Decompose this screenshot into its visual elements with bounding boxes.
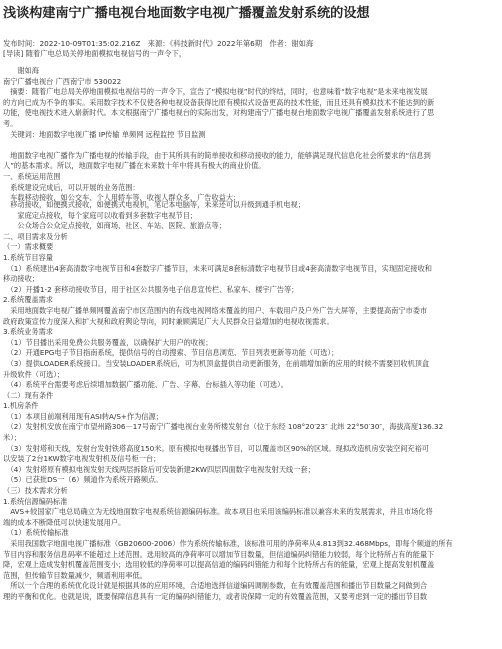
text-line: 考。 <box>3 118 18 128</box>
text-line: 公众场合公众定点接收，如商场、社区、车站、医院、旅游点等； <box>3 221 226 231</box>
text-line: （2）发射机安放在南宁市望州路306－17号南宁广播电视台业务所楼发射台（位于东经 108°20′23″ 北纬 22°50′30″，海拔高度136.32 <box>3 422 444 432</box>
text-line: 理的平衡和优化。也就是说，既要保障信息具有一定的编码纠错能力，或者说保障一定的有效覆盖范围，又要考虑到一定的播出节目数 <box>3 591 428 601</box>
text-line: 1.机房条件 <box>3 401 39 411</box>
article-body <box>3 200 499 603</box>
text-line: （1）系统建出4套高清数字电视节目和4套数字广播节目，未来可满足8套标清数字电视节目或4套高清数字电视节目，实现固定接收和 <box>3 263 432 273</box>
text-line: （2）开通EPG电子节目指南系统，提供信号的自动搜索、节目信息浏览、节目列表更新等功能（可选）； <box>3 348 339 358</box>
text-line: 关键词：地面数字电视广播 IP传输 单频网 远程监控 节目监测 <box>3 129 206 139</box>
text-line: （3）提供LOADER系统接口。当安装LOADER系统后，可为机顶盒提供自动更新服务，在前端增加新的应用的时候不需要回收机顶盒 <box>3 358 430 368</box>
text-line: 采用地面数字电视广播单频网覆盖南宁市区范围内的有线电视网络未覆盖的用户、车载用户及户外广告大屏等，主要提高南宁市委市 <box>3 305 428 315</box>
text-line: （2）开播1-2 套移动接收节目，用于社区公共服务电子信息宣传栏、私家车、楼宇广告等； <box>3 284 299 294</box>
text-line: 人”的基本需求。所以，地面数字电视广播在未来数十年中将具有极大的商业价值。 <box>3 161 266 171</box>
page-title: 浅谈构建南宁广播电视台地面数字电视广播覆盖发射系统的设想 <box>3 6 370 21</box>
text-line: 节目内容和服务信息码率不能超过上述范围。选用较高的净荷率可以增加节目数量，但信道编码纠错能力较弱，每个比特所占有的能量下 <box>3 549 435 559</box>
text-line: 系统建设完成后，可以开展的业务范围： <box>3 182 140 192</box>
text-line: 2.系统覆盖需求 <box>3 295 53 305</box>
text-line: 的方向已成为不争的事实。采用数字技术不仅使各种电视设备获得比原有模拟式设备更高的技术性能，而且还具有模拟技术不能达到的新 <box>3 97 435 107</box>
text-line: 二、项目需求及分析 <box>3 231 68 241</box>
text-line: 家庭定点接收，每个家庭可以收看到多套数字电视节目； <box>3 210 198 220</box>
text-line: （二）现有条件 <box>3 390 54 400</box>
text-line: 降，宏观上造成发射机覆盖范围变小；选用较低的净荷率可以提高信道的编码纠错能力和每个比特所占有的能量，宏观上提高发射机覆盖 <box>3 560 435 570</box>
text-line: （4）系统平台需要考虑后续增加数据广播功能、广告、字幕、台标插入等功能（可选）。 <box>3 380 288 390</box>
text-line: （1）系统传输标准 <box>3 528 69 538</box>
text-line: 所以一个合理的系统优化设计就是根据具体的应用环境，合适地选择信道编码调制参数，在有效覆盖范围和播出节目数量之间做到合 <box>3 581 428 591</box>
text-line: （1）本项目前端利用现有ASI转A/S+作为信源； <box>3 411 163 421</box>
text-line: 政府政策宣传力度深入和扩大视和政府舆论导向，同时兼顾满足广大人民群众日益增加的电视收视需求。 <box>3 316 334 326</box>
text-line: 端的成本不断降低可以快速发展用户。 <box>3 517 126 527</box>
text-line: 地面数字电视广播作为广播电视的传输手段，由于其所具有的简单接收和移动接收的能力，能够满足现代信息化社会所要求的“信息到 <box>3 150 431 160</box>
text-line: 1.系统信源编码标准 <box>3 496 68 506</box>
text-line: 一、系统运用范围 <box>3 171 61 181</box>
text-line: （3）发射塔和天线，发射台发射铁塔高度150米。原有模拟电视播出节目，可以覆盖市区90%的区域。现拟改造机房安装空间充裕可 <box>3 443 429 453</box>
text-line: 3.系统业务需求 <box>3 327 53 337</box>
text-line: （5）已获批DS一（6）频道作为系统开路频点。 <box>3 475 163 485</box>
text-line: 1.系统节目容量 <box>3 252 53 262</box>
text-line: 以安装了2台1KW数字电视发射机及信号柜一台； <box>3 454 161 464</box>
text-line: 摘要：随着广电总局关停地面模拟电视信号的一声令下，宣告了“模拟电视”时代的终结，同时，也意味着“数字电视”是未来电视发展 <box>3 87 428 97</box>
text-line: 南宁广播电视台 广西南宁市 530022 <box>3 76 122 86</box>
text-line: （4）发射塔原有模拟电视发射天线两层拆除后可安装新建2KW四层四面数字电视发射天线一套； <box>3 464 315 474</box>
text-line: 采用我国数字地面电视广播标准（GB20600-2006）作为系统传输标准，该标准可用的净荷率从4.813到32.468Mbps，即每个频道的所有 <box>3 539 453 548</box>
text-line: AVS+较国家广电总局确立为无线地面数字电视系统信源编码标准。故本项目也采用该编码标准以兼容未来的发展需求，并且市场化将 <box>3 507 433 517</box>
text-line: 移动接收； <box>3 274 39 284</box>
text-line <box>3 140 499 151</box>
text-line: 米）； <box>3 433 21 443</box>
text-line: 车载移动接收，如公交车、个人用轿车等，收视人群众多，广告收益大； <box>3 193 241 203</box>
article-intro <box>3 66 499 204</box>
text-line: 功能，使电视技术进入崭新时代。本文根据南宁广播电视台的实际出发，对构建南宁广播电视台地面数字电视广播覆盖发射系统进行了思 <box>3 108 435 118</box>
text-line: （一）需求概要 <box>3 242 54 252</box>
text-line: 范围，但传输节目数量减少，频谱利用率低。 <box>3 570 147 580</box>
article-lead: [导读] 随着广电总局关停地面模拟电视信号的一声令下， <box>3 49 187 58</box>
article-meta: 发布时间：2022-10-09T01:35:02.216Z 来源：《科技新时代》2022年第6期 作者：谢如海 <box>3 39 314 48</box>
text-line: 升级软件（可选）； <box>3 369 65 379</box>
text-line: （1）节目播出采用免费公共服务覆盖，以确保扩大用户的收视； <box>3 337 213 347</box>
text-line: 谢如海 <box>3 66 39 75</box>
text-line: 移动接收，如便携式接收，如便携式电视机，笔记本电脑等，未来还可以升级到通手机电视； <box>3 200 305 209</box>
text-line: （三）技术需求分析 <box>3 486 68 496</box>
